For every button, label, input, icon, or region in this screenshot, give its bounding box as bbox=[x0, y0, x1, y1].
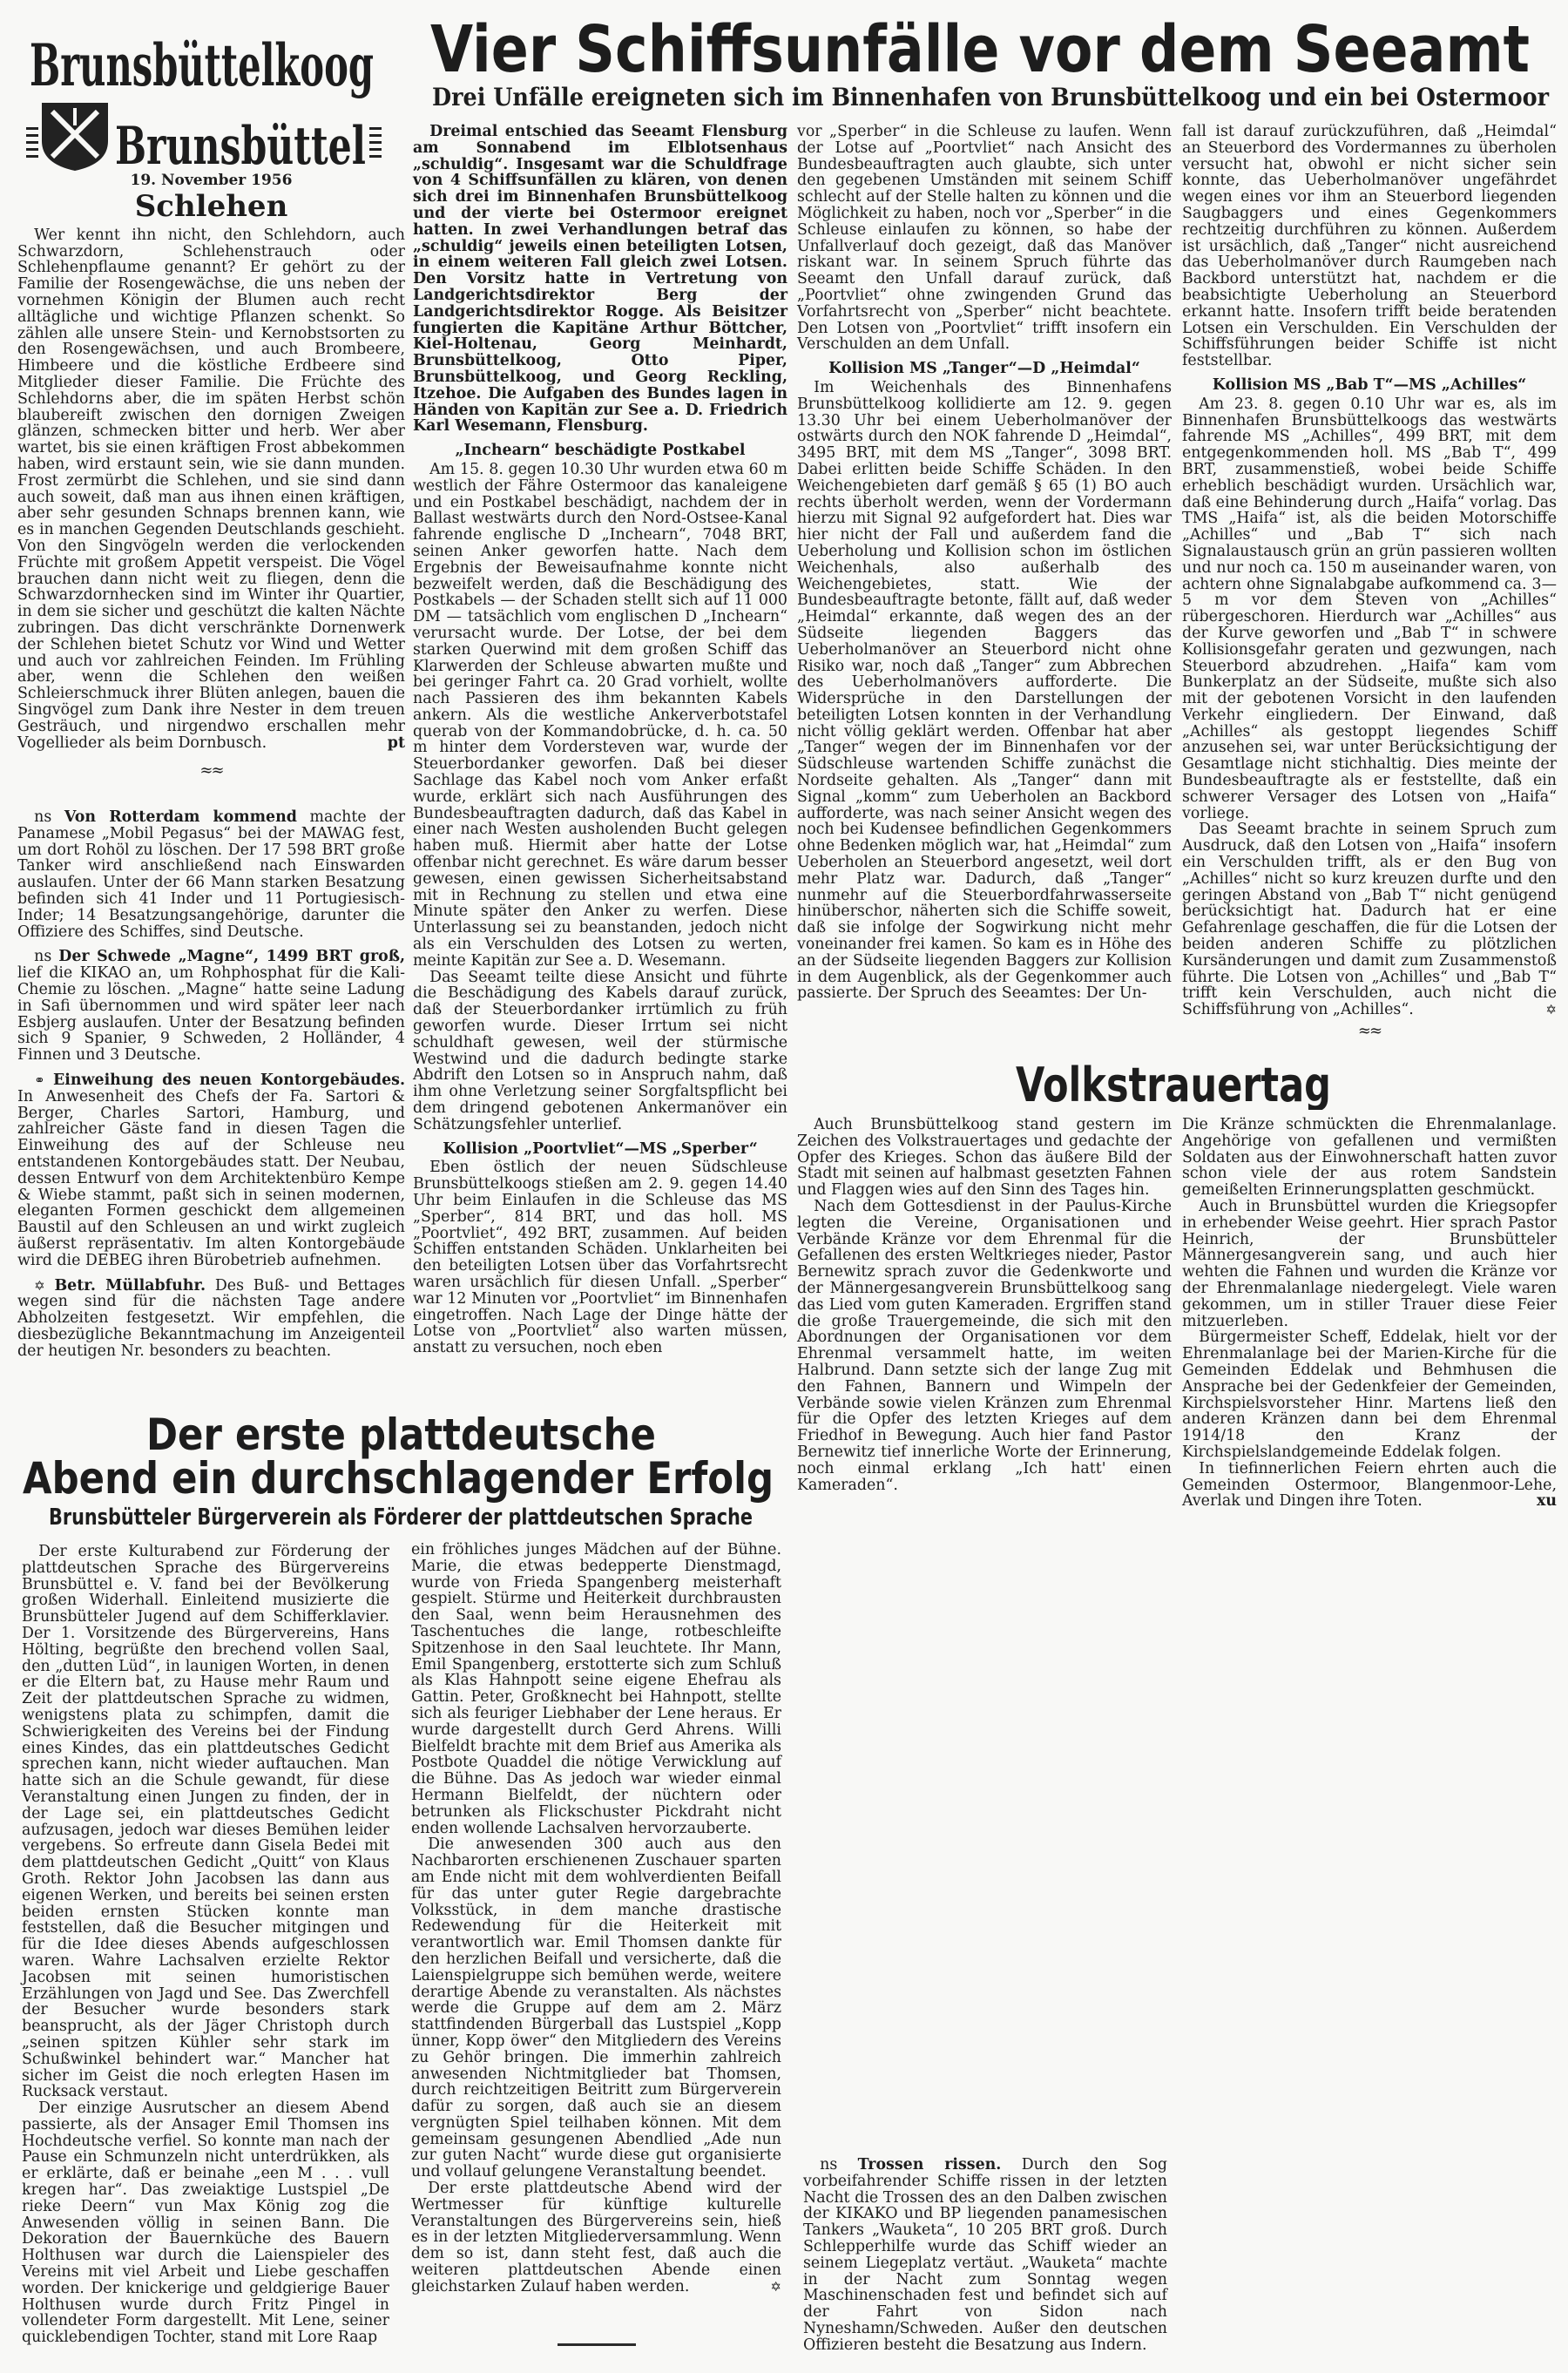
news-headline: Betr. Müllabfuhr. bbox=[54, 1276, 206, 1295]
platt-headline bbox=[16, 1410, 782, 1531]
paragraph: Auch in Brunsbüttel wurden die Kriegsopfer in erhebender Weise geehrt. Hier sprach Pastor Heinrich, der Brunsbütteler Männergesangverein sang, und auch hier wehten die Fahnen und wurden die Kränze vor der Ehrenmalanlage niedergelegt. Viele waren gekommen, um in stiller Trauer diese Feier mitzuerleben. bbox=[1182, 1197, 1557, 1330]
star-icon: ✡ bbox=[1545, 1002, 1557, 1018]
subheading: Kollision MS „Bab T“—MS „Achilles“ bbox=[1212, 375, 1527, 394]
news-item bbox=[17, 949, 405, 1064]
volkstrauertag-column-1 bbox=[797, 1117, 1172, 1493]
paragraph: Am 23. 8. gegen 0.10 Uhr war es, als im Binnenhafen Brunsbüttelkoogs das westwärts fahrende MS „Achilles“, 499 BRT, mit dem entgegenkommenden holl. MS „Bab T“, 499 BRT, zusammenstieß, wobei beide Schiffe erheblich beschädigt wurden. Ursächlich war, daß eine Behinderung durch „Haifa“ vorlag. Das TMS „Haifa“ ist, als die beiden Motorschiffe „Achilles“ und „Bab T“ sich nach Signalaustausch grün an grün passieren wollten und nur noch ca. 150 m auseinander waren, von achtern ohne Signalabgabe aufkommend ca. 3—5 m vor dem Steven von „Achilles“ rübergeschoren. Hierdurch war „Achilles“ aus der Kurve geworfen und „Bab T“ in schwere Kollisionsgefahr geraten und gezwungen, nach Steuerbord abzudrehen. „Haifa“ kam vom Bunkerplatz an der Südseite, mußte sich also mit der gebotenen Vorsicht in den laufenden Verkehr eingliedern. Der Einwand, daß „Achilles“ als gestoppt liegendes Schiff anzusehen sei, war unter Berücksichtigung der Gesamtlage nicht stichhaltig. Dies meinte der Bundesbeauftragte als er feststellte, daß ein schwerer Versager des Lotsen von „Haifa“ vorliege. bbox=[1182, 395, 1557, 822]
divider bbox=[558, 2343, 636, 2346]
paragraph-text: Das Seeamt brachte in seinem Spruch zum Ausdruck, daß den Lotsen von „Haifa“ insofern ein Verschulden trifft, als er den Bug von „Achilles“ nicht so kurz kreuzen durfte und den geringen Abstand von „Bab T“ nicht genügend berücksichtigt hat. Dadurch hat er eine Gefahrenlage geschaffen, die für die Lotsen der beiden anderen Schiffe zu plötzlichen Kursänderungen und damit zum Zusammenstoß führte. Die Lotsen von „Achilles“ und „Bab T“ trifft kein Verschulden, auch nicht die Schiffsführung von „Achilles“. bbox=[1182, 821, 1557, 1019]
news-item bbox=[17, 1278, 405, 1360]
seeamt-column-1 bbox=[413, 124, 787, 1356]
paragraph-text: Der erste plattdeutsche Abend wird der Wertmesser für künftige kulturelle Veranstaltungen des Bürgervereins sein, hieß es in der letzten Mitgliederversammlung. Wenn dem so ist, dann steht fest, daß auch die weiteren plattdeutschen Abende einen gleichstarken Zulauf haben werden. bbox=[411, 2180, 781, 2295]
seeamt-subheadline bbox=[429, 80, 1561, 115]
seeamt-lead: Dreimal entschied das Seeamt Flensburg am Sonnabend im Elblotsenhaus „schuldig“. Insgesamt war die Schuldfrage von 4 Schiffsunfällen zu klären, von denen sich drei im Binnenhafen Brunsbüttelkoog und der vierte bei Ostermoor ereignet hatten. In zwei Verhandlungen betraf das „schuldig“ jeweils einen beteiligten Lotsen, in einem weiteren Fall gleich zwei Lotsen. Den Vorsitz hatte in Vertretung von Landgerichtsdirektor Berg der Landgerichtsdirektor Rogge. Als Beisitzer fungierten die Kapitäne Arthur Böttcher, Kiel-Holtenau, Georg Meinhardt, Brunsbüttelkoog, Otto Piper, Brunsbüttelkoog, und Georg Reckling, Itzehoe. Die Aufgaben des Bundes lagen in Händen von Kapitän zur See a. D. Friedrich Karl Wesemann, Flensburg. bbox=[413, 123, 787, 436]
schlehen-signature: pt bbox=[387, 734, 405, 752]
paragraph: Am 15. 8. gegen 10.30 Uhr wurden etwa 60 m westlich der Fähre Ostermoor das kanaleigene und ein Postkabel beschädigt, nachdem der in Ballast westwärts durch den Nord-Ostsee-Kanal fahrende englische D „Inchearn“, 7048 BRT, seinen Anker geworfen hatte. Nach dem Ergebnis der Beweisaufnahme konnte nicht bezweifelt werden, daß die Beschädigung des Postkabels — der Schaden stellt sich auf 11 000 DM — tatsächlich vom englischen D „Inchearn“ verursacht wurde. Der Lotse, der bei dem starken Querwind mit dem großen Schiff das Klarwerden der Schleuse abwarten mußte und bei geringer Fahrt ca. 20 Grad vorhielt, wollte nach Passieren des ihm bekannten Kabels ankern. Als die westliche Ankerverbotstafel querab von der Kommandobrücke, d. h. ca. 50 m hinter dem Vordersteven war, wurde der Steuerbordanker geworfen. Daß bei dieser Sachlage das Kabel noch vom Anker erfaßt wurde, erklärt sich nach Ausführungen des Bundesbeauftragten dadurch, daß das Kabel in einer nach Westen ausholenden Bucht gelegen haben muß. Hiermit aber hatte der Lotse offenbar nicht gerechnet. Es wäre darum besser gewesen, einen gewissen Sicherheitsabstand mit in Rechnung zu stellen und etwa eine Minute später den Anker zu werfen. Diese Unterlassung sei zu beanstanden, jedoch nicht als ein Verschulden des Lotsen zu werten, meinte Kapitän zur See a. D. Wesemann. bbox=[413, 460, 787, 970]
news-headline: Trossen rissen. bbox=[857, 2156, 1002, 2174]
paragraph: Im Weichenhals des Binnenhafens Brunsbüttelkoog kollidierte am 12. 9. gegen 13.30 Uhr bei einem Ueberholmanöver der ostwärts durch den NOK fahrende D „Heimdal“, 3495 BRT, mit dem MS „Tanger“, 3098 BRT. Dabei erlitten beide Schiffe Schäden. In den Weichengebieten darf gemäß § 65 (1) BO auch rechts überholt werden, wenn der Vordermann hierzu mit Signal 92 aufgefordert hat. Dies war hier nicht der Fall und außerdem fand die Ueberholung und Kollision schon im östlichen Weichenhals, also außerhalb des Weichengebietes, statt. Wie der Bundesbeauftragte betonte, fällt auf, daß weder „Heimdal“ erkannte, daß wegen des an der Südseite liegenden Baggers das Ueberholmanöver an Steuerbord nicht ohne Risiko war, noch daß „Tanger“ zum Abbrechen des Ueberholmanövers aufforderte. Die Widersprüche in den Darstellungen der beteiligten Lotsen konnten in der Verhandlung nicht völlig geklärt werden. Offenbar hat aber „Tanger“ wegen der im Binnenhafen vor der Südschleuse wartenden Schiffe zunächst die Nordseite gehalten. Als „Tanger“ dann mit Signal „komm“ zum Ueberholen an Backbord aufforderte, was nach seiner Ansicht wegen des noch bei Kudensee befindlichen Gegenkommers ohne Bedenken möglich war, hat „Heimdal“ zum Ueberholen an Steuerbord angesetzt, weil dort mehr Platz war. Dadurch, daß „Tanger“ nunmehr auf die Steuerbordfahrwasserseite hinüberschor, näherten sich die Schiffe soweit, daß sie infolge der Sogwirkung nicht mehr voneinander frei kamen. So kam es in Höhe des an der Südseite liegenden Baggers zur Kollision in dem Augenblick, als der Gegenkommer auch passierte. Der Spruch des Seeamtes: Der Un- bbox=[797, 378, 1172, 1003]
news-prefix: ns bbox=[34, 948, 52, 966]
news-text: machte der Panamese „Mobil Pegasus“ bei der MAWAG fest, um dort Rohöl zu löschen. Der 17 598 BRT große Tanker wird anschließend nach Einswarden auslaufen. Unter der 66 Mann starken Besatzung befinden sich 41 Inder und 11 Portugiesisch-Inder; 14 Besatzungsangehörige, darunter die Offiziere des Schiffes, sind Deutsche. bbox=[17, 808, 406, 941]
subheading: Kollision MS „Tanger“—D „Heimdal“ bbox=[828, 360, 1140, 378]
paragraph: ein fröhliches junges Mädchen auf der Bühne. Marie, die etwas bedepperte Dienstmagd, wurde von Frieda Spangenberg meisterhaft gespielt. Stürme und Heiterkeit durchbrausten den Saal, wenn beim Herausnehmen des Taschentuches die lange, rotbeschleifte Spitzenhose in den Saal leuchtete. Ihr Mann, Emil Spangenberg, erstotterte sich zum Schluß als Klas Hahnpott seine eigene Ehefrau als Gattin. Peter, Großknecht bei Hahnpott, stellte sich als feuriger Liebhaber der Lene heraus. Er wurde dargestellt durch Gerd Ahrens. Willi Bielfeldt brachte mit dem Brief aus Amerika als Postbote Quaddel die nötige Verwicklung auf die Bühne. Das As jedoch war wieder einmal Hermann Bielfeldt, der nüchtern oder betrunken als Flickschuster Pickdraht nicht enden wollende Lachsalven hervorzauberte. bbox=[411, 1541, 781, 1837]
news-item bbox=[17, 809, 405, 940]
author-signature: xu bbox=[1536, 1492, 1557, 1511]
paragraph: Nach dem Gottesdienst in der Paulus-Kirche legten die Vereine, Organisationen und Verbände Kränze vor dem Ehrenmal für die Gefallenen des ersten Weltkrieges nieder, Pastor Bernewitz sprach zuvor die Gedenkworte und der Männergesangverein Brunsbüttelkoog sang das Lied vom guten Kameraden. Ergriffen stand die große Trauergemeinde, die sich mit den Abordnungen der Organisationen vor dem Ehrenmal versammelt hatte, im weiten Halbrund. Dann setzte sich der lange Zug mit den Fahnen, Bannern und Wimpeln der Verbände sowie vielen Kränzen zum Ehrenmal für die Opfer des letzten Krieges auf dem Friedhof in Bewegung. Auch hier fand Pastor Bernewitz tief innerliche Worte der Erinnerung, noch einmal erklang „Ich hatt' einen Kameraden“. bbox=[797, 1197, 1172, 1494]
paragraph: Bürgermeister Scheff, Eddelak, hielt vor der Ehrenmalanlage bei der Marien-Kirche für die Gemeinden Eddelak und Behmhusen die Ansprache bei der Gedenkfeier der Gemeinden, Kirchspielsvorsteher Hinr. Martens ließ den anderen Kränzen dann bei dem Ehrenmal 1914/18 den Kranz der Kirchspielslandgemeinde Eddelak folgen. bbox=[1182, 1328, 1557, 1461]
paragraph bbox=[1182, 821, 1557, 1018]
paragraph: Auch Brunsbüttelkoog stand gestern im Zeichen des Volkstrauertages und gedachte der Opfer des Krieges. Schon das äußere Bild der Stadt mit seinen auf halbmast gesetzten Fahnen und Flaggen wies auf den Sinn des Tages hin. bbox=[797, 1116, 1172, 1200]
volkstrauertag-headline-text: Volkstrauertag bbox=[1016, 1061, 1331, 1110]
platt-subheadline: Brunsbütteler Bürgerverein als Förderer der plattdeutschen Sprache bbox=[49, 1504, 753, 1531]
news-item bbox=[803, 2157, 1167, 2354]
separator: ≈≈ bbox=[199, 761, 223, 781]
star-icon: ✡ bbox=[770, 2278, 781, 2295]
masthead-line2: Brunsbüttel bbox=[115, 116, 366, 171]
news-headline: Einweihung des neuen Kontorgebäudes. bbox=[53, 1072, 406, 1090]
platt-column-1 bbox=[22, 1544, 389, 2346]
seeamt-column-2 bbox=[797, 124, 1172, 1002]
paragraph: Eben östlich der neuen Südschleuse Brunsbüttelkoogs stießen am 2. 9. gegen 14.40 Uhr beim Einlaufen in die Schleuse das MS „Sperber“, 814 BRT, und das holl. MS „Poortvliet“, 492 BRT, zusammen. Auf beiden Schiffen entstanden Schäden. Unklarheiten bei den beteiligten Lotsen über das Vorfahrtsrecht waren ursächlich für diesen Unfall. „Sperber“ war 12 Minuten vor „Poortvliet“ im Binnenhafen eingetroffen. Nach Lage der Dinge hätte der Lotse von „Poortvliet“ also warten müssen, anstatt zu versuchen, noch eben bbox=[413, 1159, 787, 1357]
separator: ≈≈ bbox=[1357, 1022, 1382, 1041]
paragraph: vor „Sperber“ in die Schleuse zu laufen. Wenn der Lotse auf „Poortvliet“ nach Ansicht des Bundesbeauftragten auch glaubte, sich unter den gegebenen Umständen mit seinem Schiff schlecht auf der Stelle halten zu können und die Möglichkeit zu haben, noch vor „Sperber“ in die Schleuse einlaufen zu können, so habe der Unfallverlauf doch gezeigt, daß das Manöver riskant war. In seinem Spruch führte das Seeamt den Unfall darauf zurück, daß „Poortvliet“ ohne zwingenden Grund das Vorfahrtsrecht von „Sperber“ nicht beachtete. Den Lotsen von „Poortvliet“ trifft insofern ein Verschulden an dem Unfall. bbox=[797, 123, 1172, 354]
star-icon: ✡ bbox=[34, 1277, 45, 1294]
paragraph: Die Kränze schmückten die Ehrenmalanlage. Angehörige von gefallenen und vermißten Soldaten aus der Einwohnerschaft hatten zuvor schon viele der aus rotem Sandstein gemeißelten Erinnerungsplatten geschmückt. bbox=[1182, 1116, 1557, 1200]
paragraph: Das Seeamt teilte diese Ansicht und führte die Beschädigung des Kabels darauf zurück, daß der Steuerbordanker irrtümlich zu früh geworfen wurde. Dieser Irrtum sei nicht schuldhaft gewesen, weil der stürmische Westwind und die dadurch bedingte starke Abdrift den Lotsen so in Anspruch nahm, daß ihm ohne Verletzung seiner Sorgfaltspflicht bei dem dringend gebotenen Ankermanöver ein Schätzungsfehler unterlief. bbox=[413, 968, 787, 1133]
news-item bbox=[17, 1072, 405, 1269]
news-text: Des Buß- und Bettages wegen sind für die nächsten Tage andere Abholzeiten festgesetzt. Wir empfehlen, die diesbezügliche Bekanntmachung im Anzeigenteil der heutigen Nr. besonders zu beachten. bbox=[17, 1276, 405, 1360]
seeamt-subheadline-text: Drei Unfälle ereigneten sich im Binnenhafen von Brunsbüttelkoog und ein bei Ostermoor bbox=[432, 83, 1551, 112]
seeamt-column-3 bbox=[1182, 124, 1557, 1045]
seeamt-headline-text: Vier Schiffsunfälle vor dem Seeamt bbox=[430, 12, 1530, 82]
news-text: Durch den Sog vorbeifahrender Schiffe rissen in der letzten Nacht die Trossen des an den Dalben zwischen der KIKAKO und BP liegenden panamesischen Tankers „Wauketa“, 10 205 BRT groß. Durch Schlepperhilfe wurde das Schiff wieder an seinem Liegeplatz vertäut. „Wauketa“ machte in der Nacht zum Sonntag wegen Maschinenschaden fest und befindet sich auf der Fahrt von Sidon nach Nyneshamn/Schweden. Außer den deutschen Offizieren besteht die Besatzung aus Indern. bbox=[803, 2156, 1168, 2354]
trossen-item bbox=[803, 2157, 1167, 2354]
news-headline: Von Rotterdam kommend bbox=[64, 808, 297, 827]
news-text: In Anwesenheit des Chefs der Fa. Sartori & Berger, Charles Sartori, Hamburg, und zahlreicher Gäste fand in diesen Tagen die Einweihung des auf der Schleuse neu entstandenen Kontorgebäudes statt. Der Neubau, dessen Entwurf von dem Architektenbüro Kempe & Wiebe stammt, paßt sich in seinen modernen, eleganten Formen geschickt dem allgemeinen Baustil auf den Schleusen an und wirkt zugleich äußerst repräsentativ. Im alten Kontorgebäude wird die DEBEG ihren Bürobetrieb aufnehmen. bbox=[17, 1087, 405, 1269]
platt-column-2 bbox=[411, 1542, 781, 2295]
rings-icon: ⚭ bbox=[34, 1072, 45, 1089]
masthead-line1: Brunsbüttelkoog bbox=[30, 31, 374, 99]
coat-of-arms-icon bbox=[42, 103, 108, 171]
schlehen-text bbox=[17, 227, 405, 752]
schlehen-body: Wer kennt ihn nicht, den Schlehdorn, auch Schwarzdorn, Schlehenstrauch oder Schlehenpflaume genannt? Er gehört zu der Familie der Rosengewächse, die uns neben der vornehmen Königin der Blumen auch recht alltägliche und wichtige Pflanzen schenkt. So zählen alle unsere Stein- und Kernobstsorten zu den Rosengewächsen, und auch Brombeere, Himbeere und die köstliche Erdbeere sind Mitglieder dieser Familie. Die Früchte des Schlehdorns aber, die im späten Herbst schön blaubereift zwischen den dornigen Zweigen glänzen, schmecken bitter und herb. Wer aber wartet, bis sie einen kräftigen Frost abbekommen haben, wird erstaunt sein, wie sie dann munden. Frost zermürbt die Schlehen, und sie sind dann auch soweit, daß man aus ihnen einen kräftigen, aber sehr gesunden Schnaps brennen kann, wie es in manchen Gegenden Deutschlands geschieht. Von den Singvögeln werden die verlockenden Früchte mit großem Appetit verspeist. Die Vögel brauchen dann nicht weit zu fliegen, denn die Schwarzdornhecken sind im Winter ihr Quartier, in dem sie sicher und geschützt die kalten Nächte zubringen. Das dicht verschränkte Dornenwerk der Schlehen bietet Schutz vor Wind und Wetter und auch vor zahlreichen Feinden. Im Frühling aber, wenn die Schlehen den weißen Schleierschmuck ihrer Blüten anlegen, bauen die Singvögel zum Dank ihre Nester in dem treuen Gesträuch, und nirgendwo erschallen mehr Vogellieder als beim Dornbusch. bbox=[17, 226, 405, 752]
schlehen-title: Schlehen bbox=[134, 188, 288, 224]
subheading: Kollision „Poortvliet“—MS „Sperber“ bbox=[443, 1139, 758, 1158]
volkstrauertag-column-2 bbox=[1182, 1117, 1557, 1510]
news-text: lief die KIKAO an, um Rohphosphat für die Kali-Chemie zu löschen. „Magne“ hatte seine Ladung in Safi übernommen und wird später leer nach Esbjerg auslaufen. Unter der Besatzung befinden sich 9 Spanier, 9 Schweden, 2 Holländer, 4 Finnen und 3 Deutsche. bbox=[17, 964, 405, 1065]
platt-headline-line1: Der erste plattdeutsche bbox=[146, 1410, 656, 1460]
paragraph: Die anwesenden 300 auch aus den Nachbarorten erschienenen Zuschauer sparten am Ende nicht mit dem wohlverdienten Beifall für das unter guter Regie dargebrachte Volksstück, in dem manche drastische Redewendung für die Heiterkeit mit verantwortlich war. Emil Thomsen dankte für den herzlichen Beifall und versicherte, daß die Laienspielgruppe sich bemühen werde, weitere derartige Abende zu veranstalten. Als nächstes werde die Gruppe auf dem am 2. März stattfindenden Bürgerball das Lustspiel „Kopp ünner, Kopp öwer“ den Mitgliedern des Vereins zu Gehör bringen. Die immerhin zahlreich anwesenden Nichtmitglieder bat Thomsen, durch reichtzeitigen Beitritt zum Bürgerverein dafür zu sorgen, daß auch sie an diesem vergnügten Spiel teilhaben können. Mit dem gemeinsam gesungenen Abendlied „Ade nun zur guten Nacht“ wurde diese gut organisierte und vollauf gelungene Veranstaltung beendet. bbox=[411, 1836, 781, 2181]
paragraph bbox=[1182, 1461, 1557, 1510]
news-prefix: ns bbox=[34, 808, 52, 827]
news-headline: Der Schwede „Magne“, 1499 BRT groß, bbox=[58, 948, 405, 966]
news-prefix: ns bbox=[820, 2156, 838, 2174]
paragraph: Der erste Kulturabend zur Förderung der plattdeutschen Sprache des Bürgervereins Brunsbüttel e. V. fand bei der Bevölkerung großen Widerhall. Einleitend musizierte die Brunsbütteler Jugend auf dem Schifferklavier. Der 1. Vorsitzende des Bürgervereins, Hans Hölting, begrüßte den brechend vollen Saal, den „dutten Lüd“, in launigen Worten, in denen er die Eltern bat, zu Hause mehr Raum und Zeit der plattdeutschen Sprache zu widmen, wenigstens plata zu schimpfen, damit die Schwierigkeiten des Vereins bei der Findung eines Kindes, das ein plattdeutsches Gedicht sprechen kann, nicht wieder auftauchen. Man hatte sich an die Schule gewandt, für diese Veranstaltung einen Jungen zu finden, der in der Lage sei, ein plattdeutsches Gedicht aufzusagen, jedoch war dieses Bemühen leider vergebens. So erfreute dann Gisela Bedei mit dem plattdeutschen Gedicht „Quitt“ von Klaus Groth. Rektor John Jacobsen las dann aus eigenen Werken, und bereits bei seinen ersten beiden ernsten Stücken konnte man feststellen, daß die Besucher mitgingen und für die Idee dieses Abends aufgeschlossen waren. Wahre Lachsalven erzielte Rektor Jacobsen mit seinen humoristischen Erzählungen von Jagd und See. Das Zwerchfell der Besucher wurde besonders stark beansprucht, als der Jäger Christoph durch „seinen spitzen Kühler sehr stark im Schußwinkel behindert war.“ Mancher hat sicher im Geist die noch erlegten Hasen im Rucksack verstaut. bbox=[22, 1543, 389, 2101]
issue-date: 19. November 1956 bbox=[130, 172, 293, 189]
seeamt-headline bbox=[425, 12, 1558, 82]
volkstrauertag-headline bbox=[1012, 1061, 1343, 1110]
subheading: „Inchearn“ beschädigte Postkabel bbox=[455, 442, 746, 460]
paragraph: fall ist darauf zurückzuführen, daß „Heimdal“ an Steuerbord des Vordermannes zu überholen versucht hat, obwohl er nicht sicher sein konnte, das Ueberholmanöver ungefährdet wegen eines vor ihm an Steuerbord liegenden Saugbaggers und eines Gegenkommers rechtzeitig durchführen zu können. Außerdem ist ursächlich, daß „Tanger“ nicht ausreichend das Ueberholmanöver durch Raumgeben nach Backbord unterstützt hat, nachdem er die beabsichtigte Ueberholung an Steuerbord erkannt hatte. Insofern trifft beide beratenden Lotsen ein Verschulden. Ein Verschulden der Schiffsführungen beider Schiffe ist nicht feststellbar. bbox=[1182, 123, 1557, 370]
platt-headline-line2: Abend ein durchschlagender Erfolg bbox=[23, 1453, 774, 1504]
paragraph-text: In tiefinnerlichen Feiern ehrten auch die Gemeinden Ostermoor, Blangenmoor-Lehe, Averlak und Dingen ihre Toten. bbox=[1182, 1459, 1557, 1511]
paragraph: Der einzige Ausrutscher an diesem Abend passierte, als der Ansager Emil Thomsen ins Hochdeutsche verfiel. So konnte man nach der Pause ein Schmunzeln nicht unterdrükken, als er erklärte, daß er beinahe „een M . . . vull kregen har“. Das zweiaktige Lustspiel „De rieke Deern“ vun Max König zog die Anwesenden völlig in seinen Bann. Die Dekoration der Bauernküche des Bauern Holthusen war durch die Laienspieler des Vereins mit viel Arbeit und Liebe geschaffen worden. Der knickerige und geldgierige Bauer Holthusen wurde durch Fritz Pingel in vollendeter Form dargestellt. Mit Lene, seiner quicklebendigen Tochter, stand mit Lore Raap bbox=[22, 2099, 389, 2347]
masthead-logo bbox=[24, 24, 386, 171]
paragraph bbox=[411, 2180, 781, 2295]
left-column bbox=[17, 172, 405, 1360]
